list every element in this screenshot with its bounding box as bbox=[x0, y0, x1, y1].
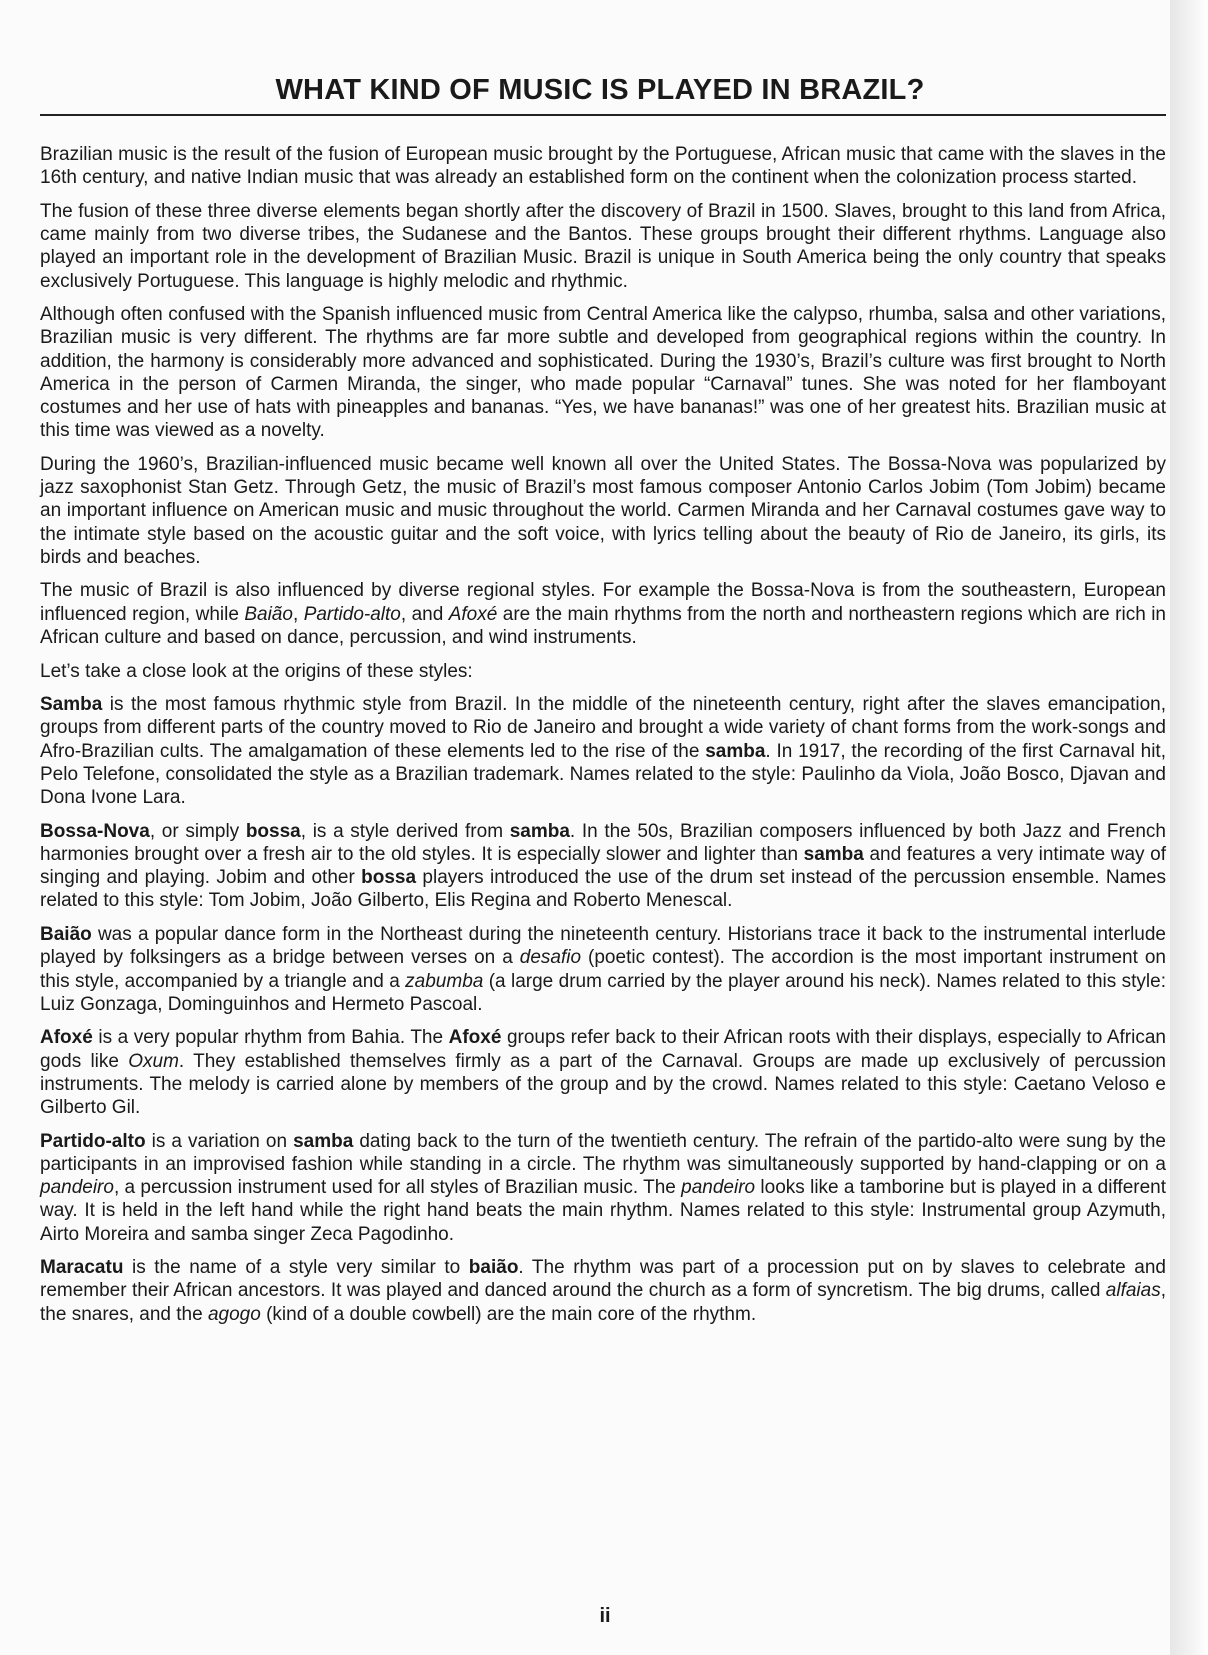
paragraph-maracatu: Maracatu is the name of a style very similar to baião. The rhythm was part of a procession put on by slaves to celebrate and remember their African ancestors. It was played and danced around the church as a form of syncretism. The big drums, called alfaias, the snares, and the agogo (kind of a double cowbell) are the main core of the rhythm. bbox=[40, 1257, 1166, 1325]
title-underline bbox=[40, 114, 1166, 116]
paragraph-afoxe: Afoxé is a very popular rhythm from Bahia. The Afoxé groups refer back to their African roots with their displays, especially to African gods like Oxum. They established themselves firmly as a part of the Carnaval. Groups are made up exclusively of percussion instruments. The melody is carried alone by members of the group and by the crowd. Names related to this style: Caetano Veloso e Gilberto Gil. bbox=[40, 1027, 1166, 1119]
paragraph-regional-styles: The music of Brazil is also influenced by diverse regional styles. For example the Bossa-Nova is from the southeastern, European influenced region, while Baião, Partido-alto, and Afoxé are the main rhythms from the north and northeastern regions which are rich in African culture and based on dance, percussion, and wind instruments. bbox=[40, 580, 1166, 648]
paragraph-intro: Brazilian music is the result of the fusion of European music brought by the Portuguese, African music that came with the slaves in the 16th century, and native Indian music that was already an established form on the continent when the colonization process started. bbox=[40, 144, 1166, 189]
paragraph-1960s: During the 1960’s, Brazilian-influenced music became well known all over the United States. The Bossa-Nova was popularized by jazz saxophonist Stan Getz. Through Getz, the music of Brazil’s most famous composer Antonio Carlos Jobim (Tom Jobim) became an important influence on American music and music throughout the world. Carmen Miranda and her Carnaval costumes gave way to the intimate style based on the acoustic guitar and the soft voice, with lyrics telling about the beauty of Rio de Janeiro, its girls, its birds and beaches. bbox=[40, 453, 1166, 568]
paragraph-spanish-influence: Although often confused with the Spanish influenced music from Central America like the calypso, rhumba, salsa and other variations, Brazilian music is very different. The rhythms are far more subtle and developed from geographical regions within the country. In addition, the harmony is considerably more advanced and sophisticated. During the 1930’s, Brazil’s culture was first brought to North America in the person of Carmen Miranda, the singer, who made popular “Carnaval” tunes. She was noted for her flamboyant costumes and her use of hats with pineapples and bananas. “Yes, we have bananas!” was one of her greatest hits. Brazilian music at this time was viewed as a novelty. bbox=[40, 304, 1166, 442]
page-title: WHAT KIND OF MUSIC IS PLAYED IN BRAZIL? bbox=[275, 74, 925, 106]
paragraph-baiao: Baião was a popular dance form in the Northeast during the nineteenth century. Historians trace it back to the instrumental interlude played by folksingers as a bridge between verses on a desafio (poetic contest). The accordion is the most important instrument on this style, accompanied by a triangle and a zabumba (a large drum carried by the player around his neck). Names related to this style: Luiz Gonzaga, Dominguinhos and Hermeto Pascoal. bbox=[40, 924, 1166, 1015]
paragraph-fusion: The fusion of these three diverse elements began shortly after the discovery of Brazil in 1500. Slaves, brought to this land from Africa, came mainly from two diverse tribes, the Sudanese and the Bantos. These groups brought their different rhythms. Language also played an important role in the development of Brazilian Music. Brazil is unique in South America being the only country that speaks exclusively Portuguese. This language is highly melodic and rhythmic. bbox=[40, 200, 1166, 292]
page-number: ii bbox=[599, 1605, 611, 1627]
paragraph-bossa-nova: Bossa-Nova, or simply bossa, is a style derived from samba. In the 50s, Brazilian composers influenced by both Jazz and French harmonies brought over a fresh air to the old styles. It is especially slower and lighter than samba and features a very intimate way of singing and playing. Jobim and other bossa players introduced the use of the drum set instead of the percussion ensemble. Names related to this style: Tom Jobim, João Gilberto, Elis Regina and Roberto Menescal. bbox=[40, 820, 1166, 912]
article-body bbox=[40, 143, 1166, 1336]
paragraph-samba: Samba is the most famous rhythmic style from Brazil. In the middle of the nineteenth century, right after the slaves emancipation, groups from different parts of the country moved to Rio de Janeiro and brought a wide variety of chant forms from the work-songs and Afro-Brazilian cults. The amalgamation of these elements led to the rise of the samba. In 1917, the recording of the first Carnaval hit, Pelo Telefone, consolidated the style as a Brazilian trademark. Names related to the style: Paulinho da Viola, João Bosco, Djavan and Dona Ivone Lara. bbox=[40, 694, 1166, 809]
paragraph-origins-intro: Let’s take a close look at the origins of these styles: bbox=[40, 660, 473, 682]
paragraph-partido-alto: Partido-alto is a variation on samba dating back to the turn of the twentieth century. The refrain of the partido-alto were sung by the participants in an improvised fashion while standing in a circle. The rhythm was simultaneously supported by hand-clapping or on a pandeiro, a percussion instrument used for all styles of Brazilian music. The pandeiro looks like a tamborine but is played in a different way. It is held in the left hand while the right hand beats the main rhythm. Names related to this style: Instrumental group Azymuth, Airto Moreira and samba singer Zeca Pagodinho. bbox=[40, 1130, 1166, 1245]
page-edge-shadow bbox=[1170, 0, 1208, 1655]
